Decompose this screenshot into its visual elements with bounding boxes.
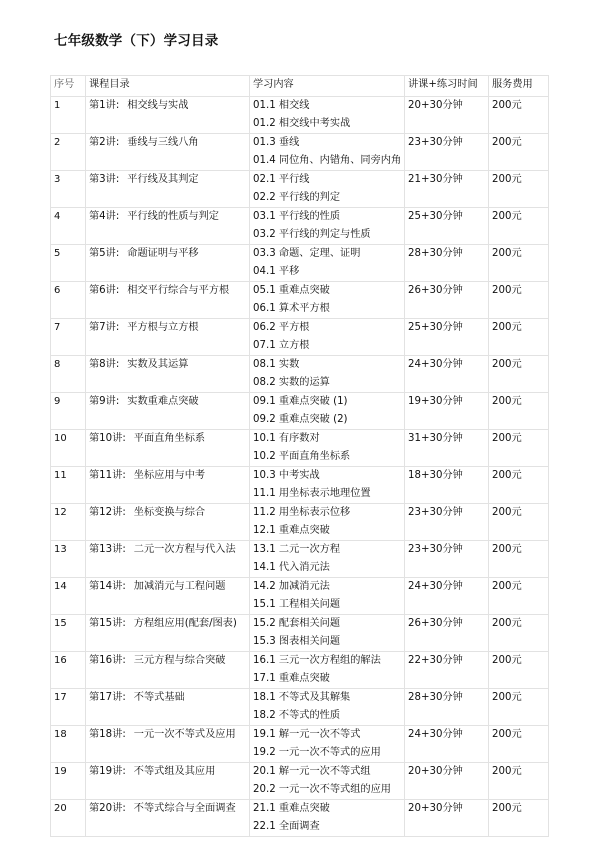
fee-cell: 200元 [489,245,549,282]
topic-item: 03.2 平行线的判定与性质 [253,229,371,240]
content-cell [250,467,405,504]
table-row [51,208,549,245]
topic-item: 10.2 平面直角坐标系 [253,451,351,462]
table-row [51,726,549,763]
fee-cell: 200元 [489,282,549,319]
topic-item: 02.2 平行线的判定 [253,192,341,203]
row-number: 19 [51,763,86,800]
table-row [51,430,549,467]
table-row [51,97,549,134]
course-name: 一元一次不等式及应用 [133,729,236,740]
topic-item: 08.2 实数的运算 [253,377,330,388]
header-content: 学习内容 [250,76,405,97]
content-cell [250,134,405,171]
time-cell: 20+30分钟 [405,97,489,134]
topic-item: 03.1 平行线的性质 [253,211,341,222]
row-number: 2 [51,134,86,171]
fee-cell: 200元 [489,541,549,578]
content-cell [250,208,405,245]
course-table [50,75,549,837]
row-number: 9 [51,393,86,430]
content-cell [250,356,405,393]
course-name: 平行线及其判定 [127,174,199,185]
topic-item: 15.3 图表相关问题 [253,636,341,647]
lesson-number: 第20讲: [89,803,126,814]
time-cell: 28+30分钟 [405,689,489,726]
content-cell [250,541,405,578]
time-cell: 24+30分钟 [405,726,489,763]
lesson-number: 第18讲: [89,729,126,740]
header-no: 序号 [51,76,86,97]
content-cell [250,652,405,689]
lesson-number: 第7讲: [89,322,120,333]
fee-cell: 200元 [489,208,549,245]
table-row [51,689,549,726]
topic-item: 20.1 解一元一次不等式组 [253,766,371,777]
course-cell [86,615,250,652]
topic-item: 19.1 解一元一次不等式 [253,729,361,740]
time-cell: 31+30分钟 [405,430,489,467]
topic-item: 22.1 全面调查 [253,821,320,832]
topic-item: 06.1 算术平方根 [253,303,330,314]
fee-cell: 200元 [489,467,549,504]
fee-cell: 200元 [489,430,549,467]
topic-item: 09.1 重难点突破 (1) [253,396,348,407]
lesson-number: 第9讲: [89,396,120,407]
fee-cell: 200元 [489,393,549,430]
fee-cell: 200元 [489,615,549,652]
topic-item: 09.2 重难点突破 (2) [253,414,348,425]
fee-cell: 200元 [489,578,549,615]
course-name: 垂线与三线八角 [127,137,199,148]
lesson-number: 第15讲: [89,618,126,629]
row-number: 7 [51,319,86,356]
time-cell: 28+30分钟 [405,245,489,282]
time-cell: 24+30分钟 [405,578,489,615]
content-cell [250,171,405,208]
course-name: 坐标应用与中考 [133,470,206,481]
course-name: 命题证明与平移 [127,248,199,259]
topic-item: 20.2 一元一次不等式组的应用 [253,784,391,795]
fee-cell: 200元 [489,97,549,134]
course-name: 平方根与立方根 [127,322,199,333]
time-cell: 25+30分钟 [405,208,489,245]
table-row [51,319,549,356]
topic-item: 04.1 平移 [253,266,300,277]
header-course: 课程目录 [86,76,250,97]
lesson-number: 第8讲: [89,359,120,370]
course-name: 实数重难点突破 [127,396,199,407]
table-row [51,763,549,800]
topic-item: 16.1 三元一次方程组的解法 [253,655,381,666]
topic-item: 14.1 代入消元法 [253,562,330,573]
row-number: 4 [51,208,86,245]
time-cell: 21+30分钟 [405,171,489,208]
row-number: 13 [51,541,86,578]
fee-cell: 200元 [489,134,549,171]
row-number: 16 [51,652,86,689]
topic-item: 02.1 平行线 [253,174,310,185]
content-cell [250,800,405,837]
topic-item: 15.2 配套相关问题 [253,618,341,629]
course-cell [86,541,250,578]
course-name: 平行线的性质与判定 [127,211,219,222]
table-row [51,615,549,652]
lesson-number: 第10讲: [89,433,126,444]
topic-item: 21.1 重难点突破 [253,803,330,814]
fee-cell: 200元 [489,171,549,208]
topic-item: 18.2 不等式的性质 [253,710,341,721]
row-number: 3 [51,171,86,208]
course-name: 不等式基础 [133,692,185,703]
time-cell: 22+30分钟 [405,652,489,689]
fee-cell: 200元 [489,800,549,837]
course-name: 相交线与实战 [127,100,189,111]
course-cell [86,171,250,208]
course-cell [86,134,250,171]
topic-item: 18.1 不等式及其解集 [253,692,351,703]
content-cell [250,430,405,467]
content-cell [250,245,405,282]
course-cell [86,319,250,356]
course-name: 不等式组及其应用 [133,766,216,777]
topic-item: 15.1 工程相关问题 [253,599,341,610]
topic-item: 05.1 重难点突破 [253,285,330,296]
table-row [51,282,549,319]
course-name: 坐标变换与综合 [133,507,206,518]
topic-item: 17.1 重难点突破 [253,673,330,684]
row-number: 5 [51,245,86,282]
content-cell [250,578,405,615]
content-cell [250,504,405,541]
topic-item: 11.2 用坐标表示位移 [253,507,351,518]
row-number: 12 [51,504,86,541]
topic-item: 06.2 平方根 [253,322,310,333]
table-row [51,134,549,171]
header-time: 讲课+练习时间 [405,76,489,97]
course-cell [86,726,250,763]
course-cell [86,245,250,282]
course-name: 加减消元与工程问题 [133,581,226,592]
topic-item: 01.3 垂线 [253,137,300,148]
page-title: 七年级数学（下）学习目录 [54,33,219,49]
course-name: 三元方程与综合突破 [133,655,226,666]
time-cell: 20+30分钟 [405,800,489,837]
course-cell [86,467,250,504]
table-row [51,800,549,837]
time-cell: 23+30分钟 [405,134,489,171]
lesson-number: 第3讲: [89,174,120,185]
content-cell [250,615,405,652]
course-cell [86,763,250,800]
row-number: 10 [51,430,86,467]
topic-item: 11.1 用坐标表示地理位置 [253,488,371,499]
lesson-number: 第19讲: [89,766,126,777]
time-cell: 20+30分钟 [405,763,489,800]
course-cell [86,800,250,837]
topic-item: 12.1 重难点突破 [253,525,330,536]
course-cell [86,97,250,134]
table-row [51,578,549,615]
topic-item: 01.4 同位角、内错角、同旁内角 [253,155,402,166]
time-cell: 18+30分钟 [405,467,489,504]
course-cell [86,652,250,689]
topic-item: 07.1 立方根 [253,340,310,351]
row-number: 20 [51,800,86,837]
topic-item: 01.2 相交线中考实战 [253,118,351,129]
course-cell [86,208,250,245]
course-name: 方程组应用(配套/图表) [133,618,237,629]
content-cell [250,689,405,726]
table-row [51,393,549,430]
course-cell [86,578,250,615]
topic-item: 03.3 命题、定理、证明 [253,248,361,259]
row-number: 8 [51,356,86,393]
row-number: 1 [51,97,86,134]
row-number: 14 [51,578,86,615]
course-name: 不等式综合与全面调查 [133,803,236,814]
course-cell [86,689,250,726]
fee-cell: 200元 [489,356,549,393]
topic-item: 14.2 加减消元法 [253,581,330,592]
row-number: 15 [51,615,86,652]
lesson-number: 第1讲: [89,100,120,111]
fee-cell: 200元 [489,763,549,800]
course-name: 实数及其运算 [127,359,189,370]
content-cell [250,97,405,134]
fee-cell: 200元 [489,504,549,541]
time-cell: 26+30分钟 [405,615,489,652]
table-row [51,467,549,504]
topic-item: 19.2 一元一次不等式的应用 [253,747,381,758]
lesson-number: 第6讲: [89,285,120,296]
lesson-number: 第12讲: [89,507,126,518]
table-row [51,356,549,393]
topic-item: 13.1 二元一次方程 [253,544,341,555]
topic-item: 01.1 相交线 [253,100,310,111]
row-number: 6 [51,282,86,319]
content-cell [250,393,405,430]
row-number: 18 [51,726,86,763]
content-cell [250,319,405,356]
course-cell [86,504,250,541]
lesson-number: 第5讲: [89,248,120,259]
fee-cell: 200元 [489,319,549,356]
course-cell [86,356,250,393]
table-row [51,504,549,541]
time-cell: 23+30分钟 [405,504,489,541]
lesson-number: 第16讲: [89,655,126,666]
lesson-number: 第13讲: [89,544,126,555]
row-number: 11 [51,467,86,504]
course-cell [86,393,250,430]
content-cell [250,282,405,319]
course-name: 平面直角坐标系 [133,433,206,444]
course-cell [86,430,250,467]
content-cell [250,726,405,763]
topic-item: 10.1 有序数对 [253,433,320,444]
fee-cell: 200元 [489,652,549,689]
time-cell: 25+30分钟 [405,319,489,356]
header-fee: 服务费用 [489,76,549,97]
lesson-number: 第11讲: [89,470,126,481]
row-number: 17 [51,689,86,726]
table-row [51,171,549,208]
lesson-number: 第4讲: [89,211,120,222]
time-cell: 24+30分钟 [405,356,489,393]
lesson-number: 第14讲: [89,581,126,592]
table-row [51,652,549,689]
table-row [51,541,549,578]
table-row [51,245,549,282]
time-cell: 23+30分钟 [405,541,489,578]
lesson-number: 第2讲: [89,137,120,148]
time-cell: 26+30分钟 [405,282,489,319]
course-name: 相交平行综合与平方根 [127,285,230,296]
table-header-row [51,76,549,97]
course-name: 二元一次方程与代入法 [133,544,236,555]
lesson-number: 第17讲: [89,692,126,703]
fee-cell: 200元 [489,689,549,726]
topic-item: 08.1 实数 [253,359,300,370]
course-cell [86,282,250,319]
fee-cell: 200元 [489,726,549,763]
topic-item: 10.3 中考实战 [253,470,320,481]
content-cell [250,763,405,800]
time-cell: 19+30分钟 [405,393,489,430]
